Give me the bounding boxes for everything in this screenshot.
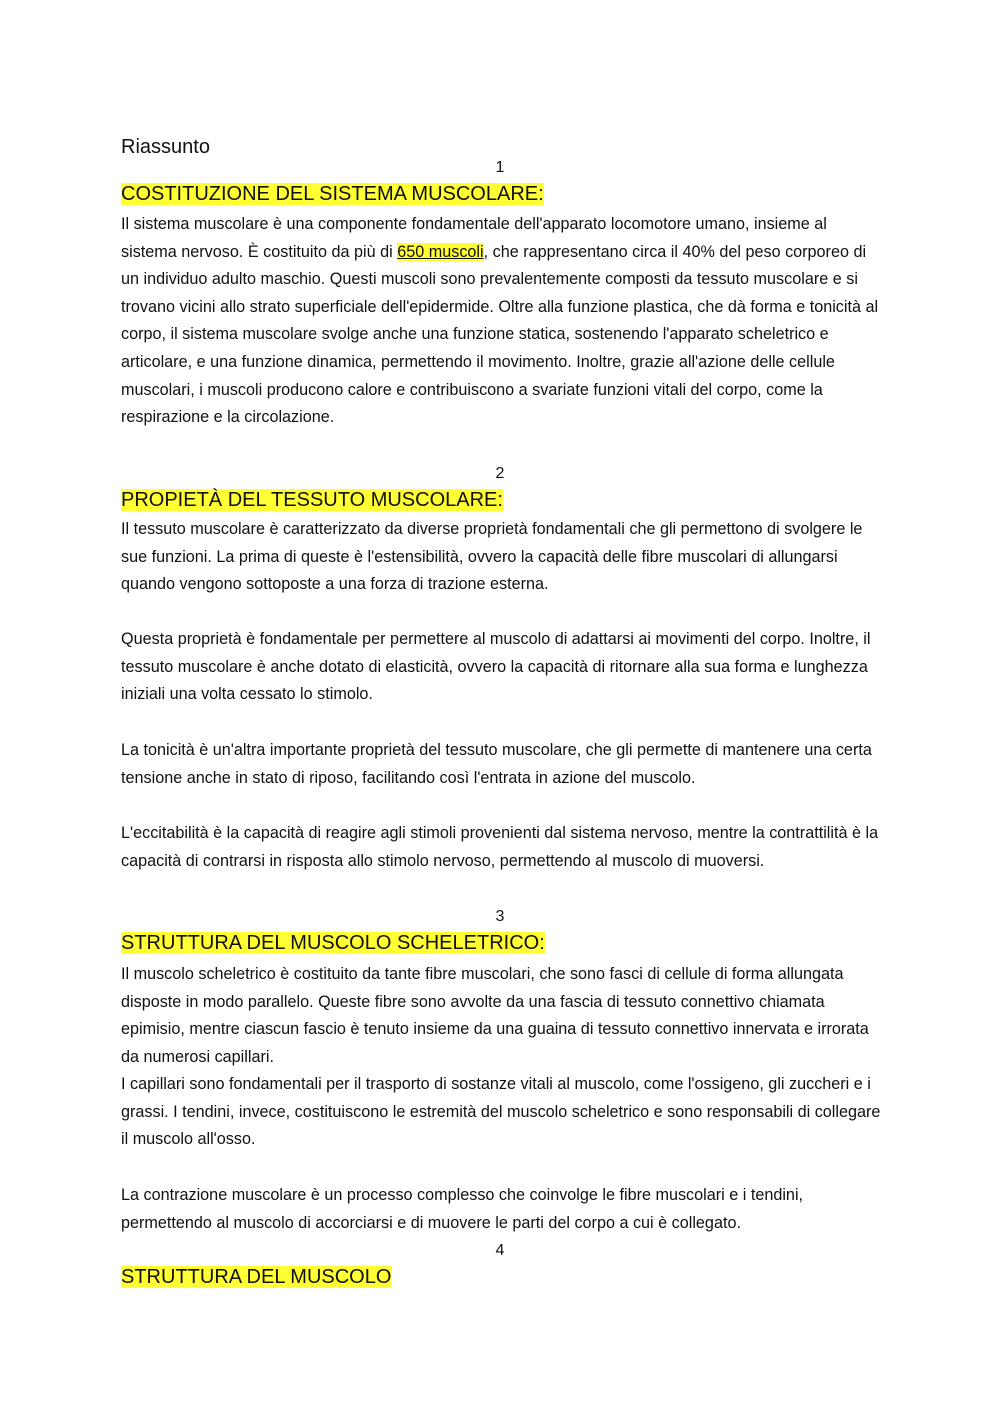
- section-3-paragraph-3: La contrazione muscolare è un processo complesso che coinvolge le fibre muscolari e i tendini, permettendo al muscolo di accorciarsi e di muovere le parti del corpo a cui è collegato.: [121, 1186, 804, 1232]
- section-number-2: 2: [495, 465, 505, 482]
- paragraph-text: Il sistema muscolare è una componente fondamentale dell'apparato locomotore umano, insieme al sistema nervoso. È costituito da più di: [121, 215, 827, 261]
- heading-highlight: PROPIETÀ DEL TESSUTO MUSCOLARE:: [121, 489, 503, 511]
- highlighted-term: 650 muscoli: [397, 242, 484, 261]
- section-heading-4: [121, 1265, 391, 1289]
- section-number-3: 3: [495, 908, 505, 925]
- heading-highlight: STRUTTURA DEL MUSCOLO: [121, 1266, 392, 1288]
- section-3-paragraph-1: Il muscolo scheletrico è costituito da tante fibre muscolari, che sono fasci di cellule di forma allungata disposte in modo parallelo. Queste fibre sono avvolte da una fascia di tessuto connettivo chiamata epimisio, mentre ciascun fascio è tenuto insieme da una guaina di tessuto connettivo innervata e irrorata da numerosi capillari.: [121, 965, 869, 1066]
- section-3-paragraph-2: I capillari sono fondamentali per il trasporto di sostanze vitali al muscolo, come l'ossigeno, gli zuccheri e i grassi. I tendini, invece, costituiscono le estremità del muscolo scheletrico e sono responsabili di collegare il muscolo all'osso.: [121, 1075, 881, 1149]
- paragraph-text: , che rappresentano circa il 40% del peso corporeo di un individuo adulto maschio. Questi muscoli sono prevalentemente composti da tessuto muscolare e si trovano vicini allo strato superficiale dell'epidermide. Oltre alla funzione plastica, che dà forma e tonicità al corpo, il sistema muscolare svolge anche una funzione statica, sostenendo l'apparato scheletrico e articolare, e una funzione dinamica, permettendo il movimento. Inoltre, grazie all'azione delle cellule muscolari, i muscoli producono calore e contribuiscono a svariate funzioni vitali del corpo, come la respirazione e la circolazione.: [121, 242, 879, 427]
- section-2-paragraph-4: L'eccitabilità è la capacità di reagire agli stimoli provenienti dal sistema nervoso, mentre la contrattilità è la capacità di contrarsi in risposta allo stimolo nervoso, permettendo al muscolo di muoversi.: [121, 824, 879, 870]
- section-2-paragraph-1: Il tessuto muscolare è caratterizzato da diverse proprietà fondamentali che gli permettono di svolgere le sue funzioni. La prima di queste è l'estensibilità, ovvero la capacità delle fibre muscolari di allungarsi quando vengono sottoposte a una forza di trazione esterna.: [121, 520, 863, 594]
- section-heading-2: [121, 488, 503, 512]
- section-1-paragraph: [121, 211, 881, 432]
- heading-highlight: STRUTTURA DEL MUSCOLO SCHELETRICO:: [121, 932, 545, 954]
- section-number-1: 1: [495, 159, 505, 176]
- heading-highlight: COSTITUZIONE DEL SISTEMA MUSCOLARE:: [121, 183, 544, 205]
- section-heading-3: [121, 931, 545, 955]
- document-title: Riassunto: [121, 136, 210, 158]
- section-2-paragraph-2: Questa proprietà è fondamentale per permettere al muscolo di adattarsi ai movimenti del corpo. Inoltre, il tessuto muscolare è anche dotato di elasticità, ovvero la capacità di ritornare alla sua forma e lunghezza iniziali una volta cessato lo stimolo.: [121, 630, 871, 704]
- section-number-4: 4: [495, 1242, 505, 1259]
- section-heading-1: [121, 182, 544, 206]
- section-2-paragraph-3: La tonicità è un'altra importante proprietà del tessuto muscolare, che gli permette di mantenere una certa tensione anche in stato di riposo, facilitando così l'entrata in azione del muscolo.: [121, 741, 872, 787]
